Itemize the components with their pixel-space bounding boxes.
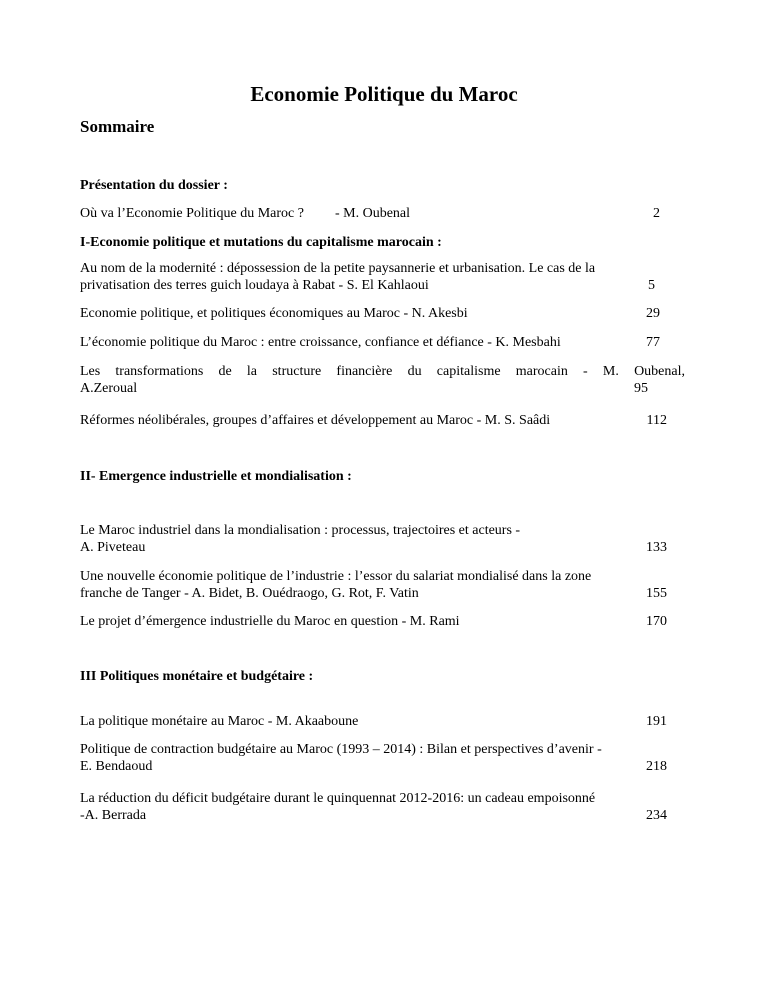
toc-entry-page: 133 xyxy=(646,540,667,555)
toc-entry-author: - M. Oubenal xyxy=(335,206,411,221)
toc-entry-title: Le projet d’émergence industrielle du Maroc en question - M. Rami xyxy=(80,614,460,629)
section-heading-2: II- Emergence industrielle et mondialisation : xyxy=(80,469,352,484)
toc-entry-title-line: Une nouvelle économie politique de l’industrie : l’essor du salariat mondialisé dans la zone xyxy=(80,569,592,584)
toc-entry-page: 95 xyxy=(634,381,648,396)
toc-entry-title-line: Politique de contraction budgétaire au Maroc (1993 – 2014) : Bilan et perspectives d’avenir - xyxy=(80,742,602,757)
section-heading-presentation: Présentation du dossier : xyxy=(80,178,228,193)
toc-entry-title: L’économie politique du Maroc : entre croissance, confiance et défiance - K. Mesbahi xyxy=(80,335,561,350)
toc-entry-page: 112 xyxy=(646,413,667,428)
toc-entry xyxy=(80,260,690,294)
toc-entry-title-line: La réduction du déficit budgétaire durant le quinquennat 2012-2016: un cadeau empoisonné xyxy=(80,791,596,806)
toc-entry-page: 234 xyxy=(646,808,667,823)
toc-entry-title-line: privatisation des terres guich loudaya à Rabat - S. El Kahlaoui xyxy=(80,278,429,293)
toc-entry-page: 29 xyxy=(646,306,660,321)
toc-entry-title-line: E. Bendaoud xyxy=(80,759,153,774)
toc-entry xyxy=(80,412,680,429)
toc-entry xyxy=(80,713,680,730)
toc-entry-title-line: Les transformations de la structure financière du capitalisme marocain - M. Oubenal, xyxy=(80,364,685,379)
toc-entry xyxy=(80,334,680,351)
toc-entry xyxy=(80,568,690,602)
section-heading-1: I-Economie politique et mutations du capitalisme marocain : xyxy=(80,235,442,250)
toc-entry-page: 2 xyxy=(653,206,660,221)
toc-entry-title: Réformes néolibérales, groupes d’affaires et développement au Maroc - M. S. Saâdi xyxy=(80,413,551,428)
toc-entry xyxy=(80,613,680,630)
section-heading-3: III Politiques monétaire et budgétaire : xyxy=(80,669,314,684)
toc-entry-page: 155 xyxy=(646,586,667,601)
toc-entry-title: Où va l’Economie Politique du Maroc ? xyxy=(80,206,304,221)
toc-entry xyxy=(80,205,680,222)
toc-entry xyxy=(80,741,690,775)
toc-entry-title-line: A.Zeroual xyxy=(80,381,138,396)
toc-entry-title-line: -A. Berrada xyxy=(80,808,147,823)
toc-entry-page: 191 xyxy=(646,714,667,729)
toc-entry-title: La politique monétaire au Maroc - M. Akaaboune xyxy=(80,714,359,729)
toc-entry-title: Economie politique, et politiques économiques au Maroc - N. Akesbi xyxy=(80,306,468,321)
toc-entry-title-line: Au nom de la modernité : dépossession de la petite paysannerie et urbanisation. Le cas de la xyxy=(80,261,596,276)
toc-entry xyxy=(80,363,685,397)
toc-entry xyxy=(80,790,685,824)
toc-entry-title-line: A. Piveteau xyxy=(80,540,146,555)
document-title: Economie Politique du Maroc xyxy=(250,82,518,106)
sommaire-heading: Sommaire xyxy=(80,117,155,136)
toc-entry-page: 170 xyxy=(646,614,667,629)
toc-entry-page: 5 xyxy=(648,278,655,293)
toc-entry-title-line: Le Maroc industriel dans la mondialisation : processus, trajectoires et acteurs - xyxy=(80,523,521,538)
toc-entry-page: 218 xyxy=(646,759,667,774)
toc-entry-page: 77 xyxy=(646,335,660,350)
toc-entry xyxy=(80,522,680,556)
toc-entry xyxy=(80,305,680,322)
toc-entry-title-line: franche de Tanger - A. Bidet, B. Ouédraogo, G. Rot, F. Vatin xyxy=(80,586,419,601)
